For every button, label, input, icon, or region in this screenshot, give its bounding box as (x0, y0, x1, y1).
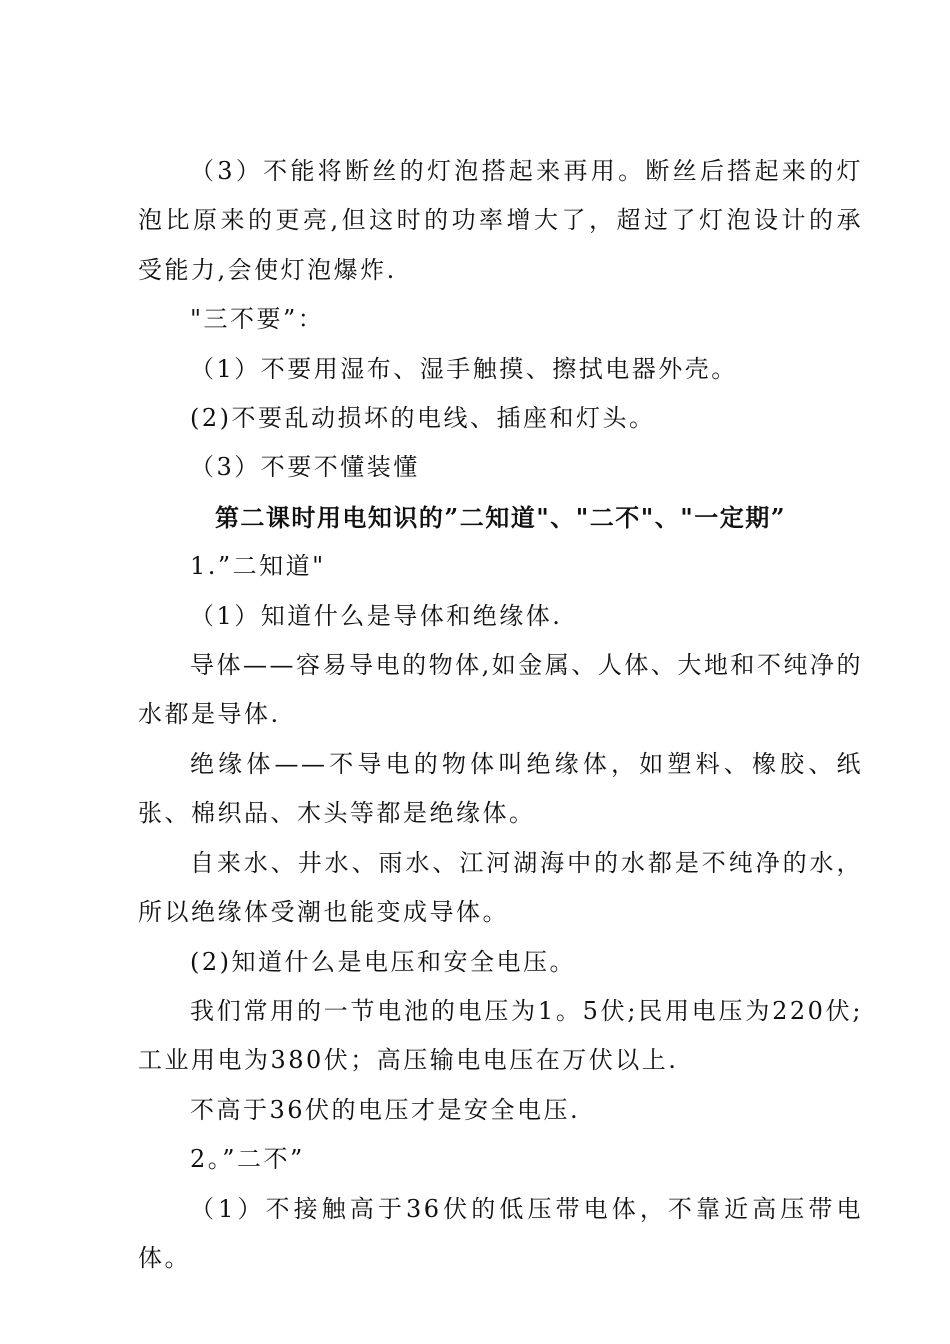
paragraph-dont-touch-damaged: (2)不要乱动损坏的电线、插座和灯头。 (190, 404, 656, 433)
paragraph-safe-voltage: 不高于36伏的电压才是安全电压. (190, 1095, 581, 1124)
paragraph-conductor-definition: 导体——容易导电的物体,如金属、人体、大地和不纯净的水都是导体. (138, 651, 863, 729)
paragraph-three-donts-title: "三不要”： (190, 305, 325, 334)
section-heading: 第二课时用电知识的”二知道"、"二不"、"一定期” (214, 502, 787, 532)
paragraph-lamp-filament: （3）不能将断丝的灯泡搭起来再用。断丝后搭起来的灯泡比原来的更亮,但这时的功率增大了，超过了灯泡设计的承受能力,会使灯泡爆炸. (138, 157, 863, 284)
paragraph-impure-water: 自来水、井水、雨水、江河湖海中的水都是不纯净的水，所以绝缘体受潮也能变成导体。 (138, 848, 863, 927)
paragraph-know-conductor: （1）知道什么是导体和绝缘体. (190, 601, 563, 630)
paragraph-two-knows-title: 1.”二知道" (190, 552, 326, 581)
paragraph-dont-pretend: （3）不要不懂装懂 (190, 453, 420, 482)
paragraph-no-contact: （1）不接触高于36伏的低压带电体，不靠近高压带电体。 (138, 1194, 863, 1272)
document-body (138, 147, 863, 1283)
paragraph-common-voltages: 我们常用的一节电池的电压为1。5伏;民用电压为220伏;工业用电为380伏；高压输电电压在万伏以上. (138, 996, 863, 1075)
paragraph-insulator-definition: 绝缘体——不导电的物体叫绝缘体，如塑料、橡胶、纸张、棉织品、木头等都是绝缘体。 (138, 749, 863, 828)
paragraph-dont-wet-hands: （1）不要用湿布、湿手触摸、擦拭电器外壳。 (190, 354, 738, 383)
paragraph-two-nots-title: 2。”二不” (190, 1145, 305, 1174)
paragraph-know-voltage: (2)知道什么是电压和安全电压。 (190, 947, 576, 976)
